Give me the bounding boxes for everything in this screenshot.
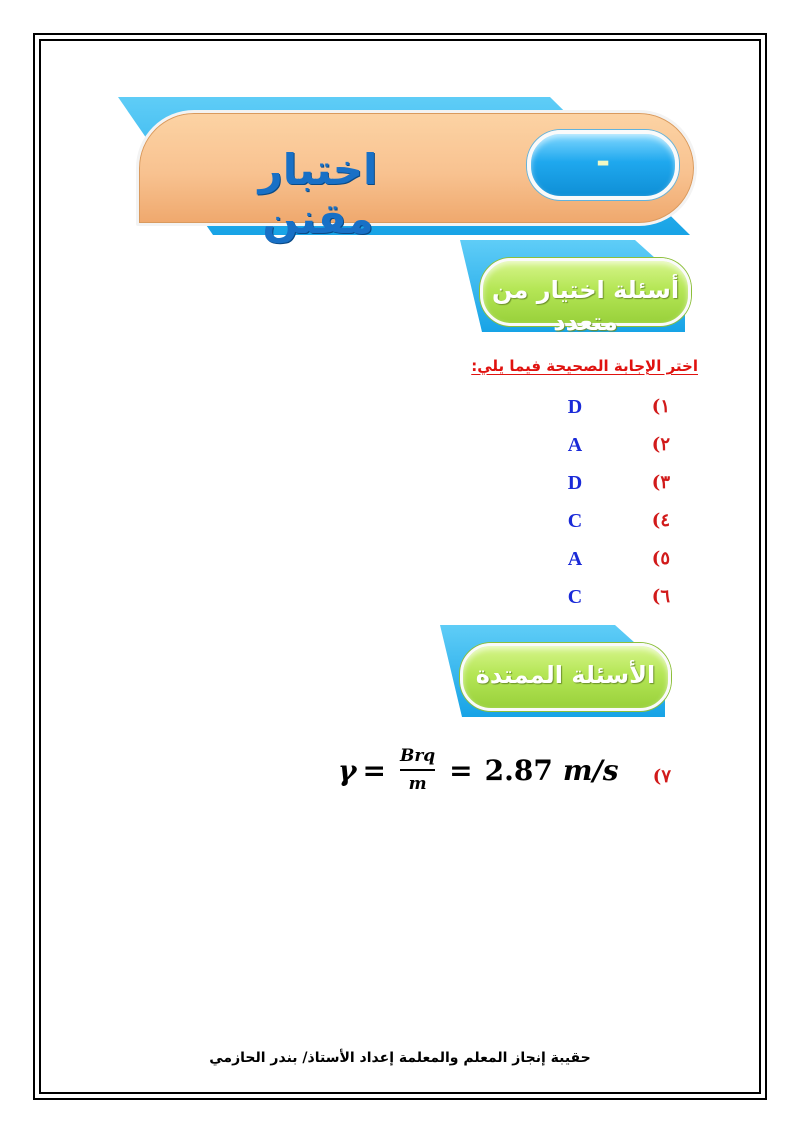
answer-number: ٤) <box>651 510 670 531</box>
answer-row <box>560 544 700 582</box>
badge-green-pill <box>480 258 691 336</box>
answer-row <box>560 468 700 506</box>
page-footer: حقيبة إنجاز المعلم والمعلمة إعداد الأستاذ/ بندر الحازمي <box>209 1050 591 1066</box>
equation-value: 2.87 <box>484 753 553 787</box>
answer-number: ١) <box>651 396 670 417</box>
answer-letter: D <box>567 472 583 494</box>
equation-fraction <box>400 746 435 794</box>
instruction-text: اختر الإجابة الصحيحة فيما يلي: <box>471 357 698 375</box>
answer-list <box>560 392 700 620</box>
page-title: اختبار مقنن <box>258 145 378 243</box>
equation-equals-2: = <box>449 753 473 787</box>
equation-unit: m/s <box>562 753 619 787</box>
answer-number: ٣) <box>651 472 670 493</box>
answer-row <box>560 506 700 544</box>
fraction-bar <box>400 769 435 771</box>
equation-lhs: γ <box>338 753 357 787</box>
answer-row <box>560 430 700 468</box>
answer-letter: C <box>567 586 583 608</box>
section-badge-extended <box>440 625 672 717</box>
answer-row <box>560 392 700 430</box>
banner-number-pill <box>527 130 679 200</box>
answer-letter: A <box>567 548 583 570</box>
answer-letter: D <box>567 396 583 418</box>
equation-numerator: Brq <box>399 746 436 766</box>
answer-row <box>560 582 700 620</box>
section-title-extended: الأسئلة الممتدة <box>475 661 656 689</box>
badge-green-pill <box>460 643 671 711</box>
title-banner <box>118 97 690 243</box>
banner-number-text: - <box>595 142 611 182</box>
answer-letter: A <box>567 434 583 456</box>
equation-equals: = <box>362 753 386 787</box>
answer-number: ٦) <box>651 586 670 607</box>
equation-number: ٧) <box>652 766 671 787</box>
answer-number: ٥) <box>651 548 670 569</box>
section-badge-multiple-choice <box>460 240 692 336</box>
answer-equation <box>338 740 618 800</box>
answer-number: ٢) <box>651 434 670 455</box>
equation-denominator: m <box>408 774 427 794</box>
answer-letter: C <box>567 510 583 532</box>
section-title-multiple-choice: أسئلة اختيار من متعدد <box>491 276 680 336</box>
